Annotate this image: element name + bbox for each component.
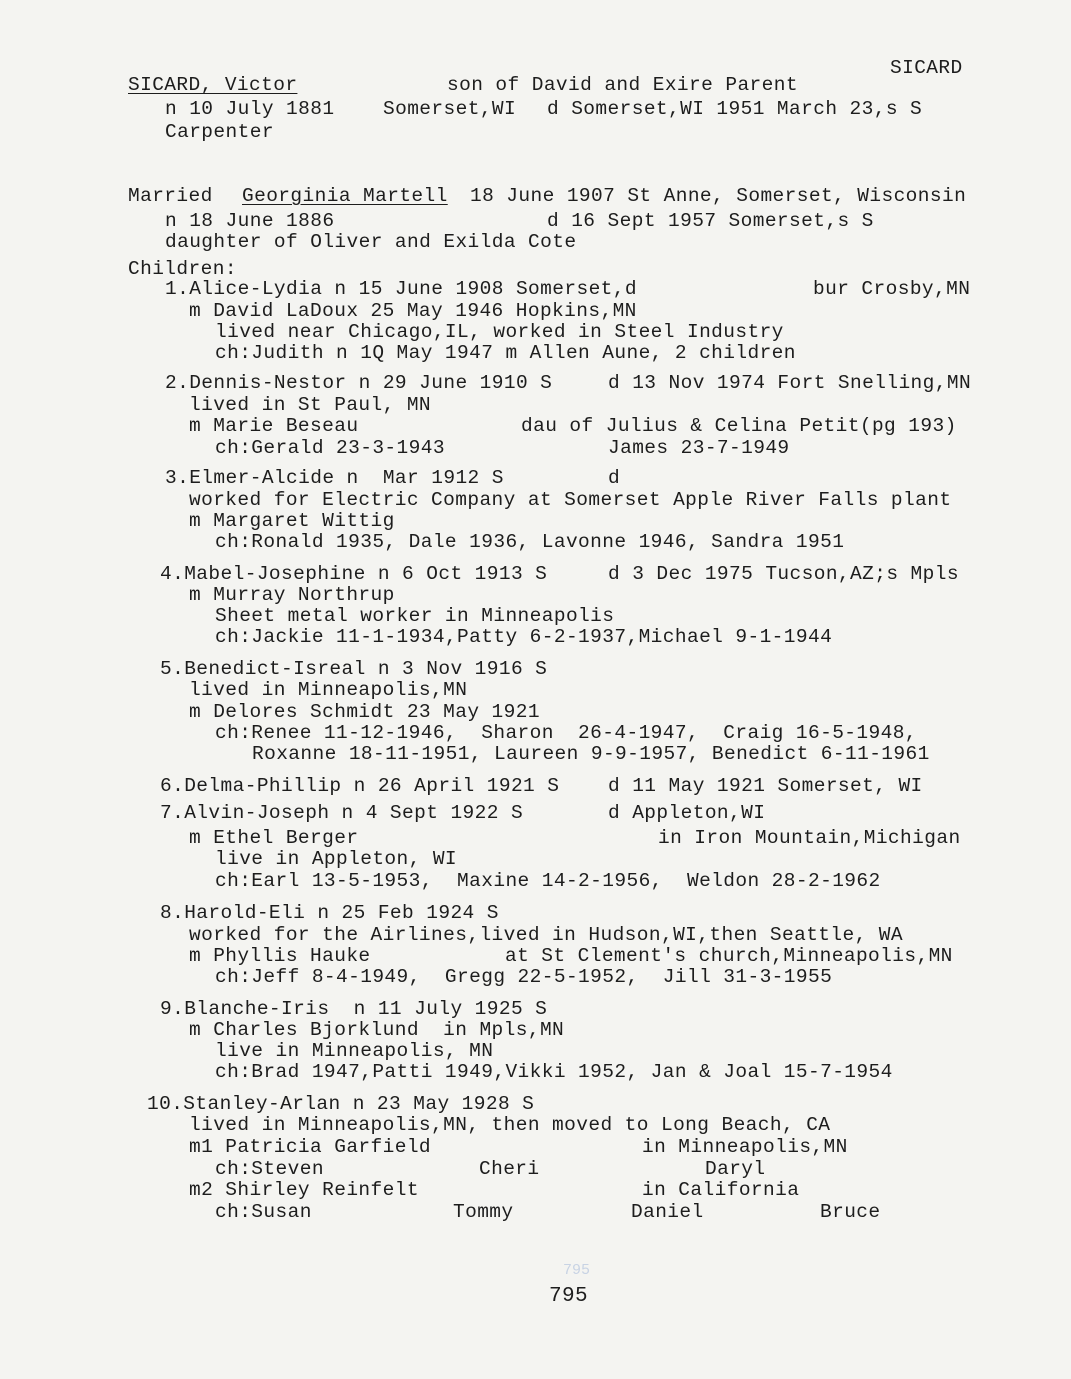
child-10-entry: 10.Stanley-Arlan n 23 May 1928 S — [147, 1093, 535, 1115]
child-8-marriage: m Phyllis Hauke — [189, 945, 371, 967]
child-7-marriage: m Ethel Berger — [189, 827, 359, 849]
page-label: SICARD — [890, 57, 963, 79]
child-3-entry: 3.Elmer-Alcide n Mar 1912 S — [165, 467, 504, 489]
spouse-death: d 16 Sept 1957 Somerset,s S — [547, 210, 874, 232]
child-4-children: ch:Jackie 11-1-1934,Patty 6-2-1937,Michael 9-1-1944 — [215, 626, 833, 648]
child-8-children: ch:Jeff 8-4-1949, Gregg 22-5-1952, Jill 31-3-1955 — [215, 966, 833, 988]
subject-name: SICARD, Victor — [128, 74, 298, 96]
child-10-marriage-2: m2 Shirley Reinfelt — [189, 1179, 419, 1201]
subject-death: d Somerset,WI 1951 March 23,s S — [547, 98, 923, 120]
child-1-burial: bur Crosby,MN — [813, 278, 971, 300]
child-8-note: worked for the Airlines,lived in Hudson,WI,then Seattle, WA — [189, 924, 904, 946]
subject-parents: son of David and Exire Parent — [447, 74, 798, 96]
child-2-spouse-parents: dau of Julius & Celina Petit(pg 193) — [521, 415, 957, 437]
child-2-children-b: James 23-7-1949 — [608, 437, 790, 459]
child-2-death: d 13 Nov 1974 Fort Snelling,MN — [608, 372, 972, 394]
subject-occupation: Carpenter — [165, 121, 274, 143]
child-6-entry: 6.Delma-Phillip n 26 April 1921 S — [160, 775, 560, 797]
child-3-note: worked for Electric Company at Somerset Apple River Falls plant — [189, 489, 952, 511]
child-4-note: Sheet metal worker in Minneapolis — [215, 605, 615, 627]
child-10-children-1a: ch:Steven — [215, 1158, 324, 1180]
child-4-death: d 3 Dec 1975 Tucson,AZ;s Mpls — [608, 563, 959, 585]
child-10-children-2a: ch:Susan — [215, 1201, 312, 1223]
child-10-children-1b: Cheri — [479, 1158, 540, 1180]
child-5-entry: 5.Benedict-Isreal n 3 Nov 1916 S — [160, 658, 548, 680]
spouse-name: Georginia Martell — [242, 185, 448, 207]
child-4-marriage: m Murray Northrup — [189, 584, 395, 606]
marriage-prefix: Married — [128, 185, 213, 207]
child-5-children-cont: Roxanne 18-11-1951, Laureen 9-9-1957, Benedict 6-11-1961 — [252, 743, 930, 765]
child-1-marriage: m David LaDoux 25 May 1946 Hopkins,MN — [189, 300, 637, 322]
child-5-marriage: m Delores Schmidt 23 May 1921 — [189, 701, 540, 723]
child-2-marriage: m Marie Beseau — [189, 415, 359, 437]
child-8-marriage-place: at St Clement's church,Minneapolis,MN — [505, 945, 953, 967]
child-9-residence: live in Minneapolis, MN — [215, 1040, 494, 1062]
child-6-death: d 11 May 1921 Somerset, WI — [608, 775, 923, 797]
child-7-children: ch:Earl 13-5-1953, Maxine 14-2-1956, Weldon 28-2-1962 — [215, 870, 881, 892]
child-10-marriage-1: m1 Patricia Garfield — [189, 1136, 432, 1158]
child-3-marriage: m Margaret Wittig — [189, 510, 395, 532]
child-9-marriage: m Charles Bjorklund in Mpls,MN — [189, 1019, 565, 1041]
subject-birth-place: Somerset,WI — [383, 98, 517, 120]
child-10-children-2b: Tommy — [453, 1201, 514, 1223]
child-9-entry: 9.Blanche-Iris n 11 July 1925 S — [160, 998, 548, 1020]
child-7-residence: live in Appleton, WI — [215, 848, 458, 870]
child-2-entry: 2.Dennis-Nestor n 29 June 1910 S — [165, 372, 553, 394]
child-10-children-1c: Daryl — [705, 1158, 766, 1180]
child-7-death: d Appleton,WI — [608, 802, 766, 824]
child-1-entry: 1.Alice-Lydia n 15 June 1908 Somerset,d — [165, 278, 637, 300]
spouse-birth: n 18 June 1886 — [165, 210, 335, 232]
child-5-children: ch:Renee 11-12-1946, Sharon 26-4-1947, Craig 16-5-1948, — [215, 722, 917, 744]
child-2-children: ch:Gerald 23-3-1943 — [215, 437, 445, 459]
child-9-children: ch:Brad 1947,Patti 1949,Vikki 1952, Jan & Joal 15-7-1954 — [215, 1061, 893, 1083]
page-number: 795 — [549, 1285, 589, 1308]
faint-page-mark: 795 — [563, 1262, 591, 1279]
marriage-details: 18 June 1907 St Anne, Somerset, Wisconsin — [470, 185, 967, 207]
child-10-children-2c: Daniel — [631, 1201, 704, 1223]
child-4-entry: 4.Mabel-Josephine n 6 Oct 1913 S — [160, 563, 548, 585]
children-heading: Children: — [128, 258, 237, 280]
child-1-note: lived near Chicago,IL, worked in Steel Industry — [215, 321, 784, 343]
child-7-marriage-place: in Iron Mountain,Michigan — [658, 827, 961, 849]
child-8-entry: 8.Harold-Eli n 25 Feb 1924 S — [160, 902, 499, 924]
child-3-death: d — [608, 467, 621, 489]
child-2-residence: lived in St Paul, MN — [189, 394, 432, 416]
child-5-residence: lived in Minneapolis,MN — [189, 679, 468, 701]
child-10-residence: lived in Minneapolis,MN, then moved to Long Beach, CA — [189, 1114, 831, 1136]
child-7-entry: 7.Alvin-Joseph n 4 Sept 1922 S — [160, 802, 524, 824]
child-3-children: ch:Ronald 1935, Dale 1936, Lavonne 1946, Sandra 1951 — [215, 531, 845, 553]
child-1-children: ch:Judith n 1Q May 1947 m Allen Aune, 2 children — [215, 342, 796, 364]
subject-birth: n 10 July 1881 — [165, 98, 335, 120]
child-10-marriage-1-place: in Minneapolis,MN — [642, 1136, 848, 1158]
child-10-marriage-2-place: in California — [642, 1179, 800, 1201]
spouse-parents: daughter of Oliver and Exilda Cote — [165, 231, 577, 253]
child-10-children-2d: Bruce — [820, 1201, 881, 1223]
